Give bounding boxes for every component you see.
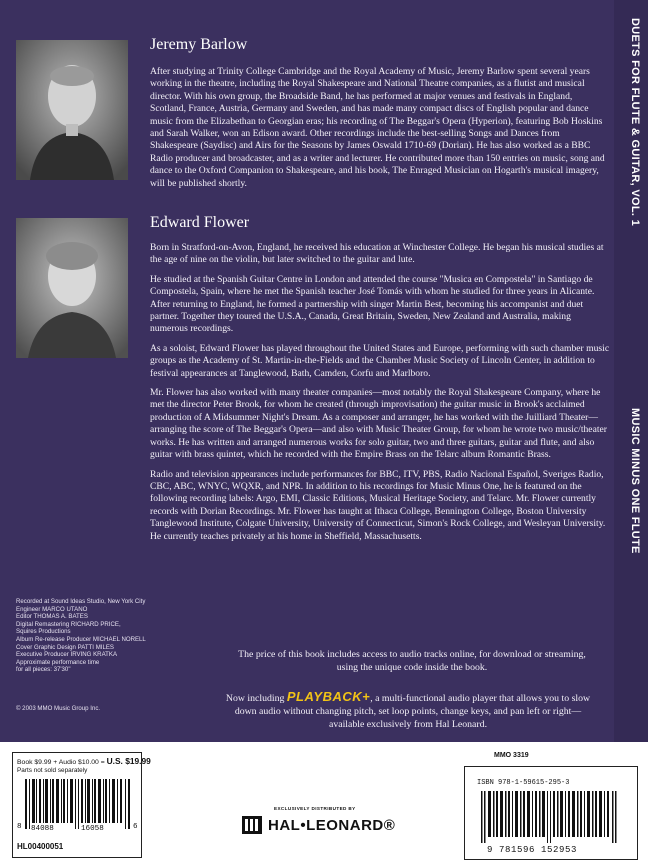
upc-digit-1: 8 <box>17 823 22 831</box>
credit-line: Squires Productions <box>16 628 71 636</box>
artist2-bio <box>150 242 610 550</box>
edward-flower-photo <box>16 218 128 358</box>
playback-prefix: Now including <box>225 693 285 704</box>
artist1-bio <box>150 66 606 197</box>
price-total: U.S. $19.99 <box>106 756 151 766</box>
credit-line: Recorded at Sound Ideas Studio, New York City <box>16 598 146 605</box>
credit-line: Cover Graphic Design PATTI MILES <box>16 643 114 651</box>
artist2-bio-paragraph-5: Radio and television appearances include performances for BBC, ITV, PBS, Radio Nacional Español, Sveriges Radio, CBC, ABC, WNYC, WQXR, and NPR. In addition to his recordings for Music Minus One, he is featured on the following recording labels: Argo, EMI, Classic Editions, Musical Heritage Society, and Telarc. Mr. Flower currently records with Dorian Recordings. Mr. Flower has taught at Ithaca College, Bennington College, Boston University Tanglewood Institute, Colgate University, University of Connecticut, Simon's Rock College, and Wesleyan University. He currently teaches privately at his home in Sheffield, Massachusetts. <box>150 468 606 542</box>
credit-line: for all pieces: 37'30" <box>16 666 71 674</box>
artist2-bio-paragraph-3: As a soloist, Edward Flower has played throughout the United States and Europe, performing with such chamber music groups as the Academy of St. Martin-in-the-Fields and the Chamber Music Society of Lincoln Center, in addition to festival appearances at Tanglewood, Bath, Camden, Corfu and Marlboro. <box>150 342 610 379</box>
credit-line: Engineer MARCO UTANO <box>16 605 88 613</box>
playback-suffix: , a multi-functional audio player that allows you to slow down audio without changing pitch, set loop points, change keys, and pan left or right—available exclusively from Hal Leonard. <box>234 693 591 730</box>
publisher-name: HAL•LEONARD® <box>268 817 396 834</box>
spine-bottom-title: MUSIC MINUS ONE FLUTE <box>629 408 641 554</box>
production-credits <box>16 598 216 674</box>
playback-note <box>218 690 598 731</box>
upc-digit-group-1: 84088 <box>31 825 54 833</box>
credit-line: Digital Remastering RICHARD PRICE, <box>16 620 121 628</box>
distributor-label: EXCLUSIVELY DISTRIBUTED BY <box>274 806 356 811</box>
credit-line: Executive Producer IRVING KRATKA <box>16 651 118 659</box>
copyright: © 2003 MMO Music Group Inc. <box>16 705 101 712</box>
hal-leonard-mark-icon <box>242 816 262 834</box>
credit-line: Approximate performance time <box>16 658 100 666</box>
isbn-digits: 9 781596 152953 <box>487 845 578 855</box>
upc-barcode-icon <box>25 779 133 829</box>
upc-barcode-box <box>12 752 151 858</box>
price-line <box>17 756 151 766</box>
credit-line: Album Re-release Producer MICHAEL NORELL <box>16 635 146 643</box>
isbn-barcode-icon <box>481 791 623 843</box>
upc-digit-check: 6 <box>133 823 138 831</box>
artist2-bio-paragraph-4: Mr. Flower has also worked with many theater companies—most notably the Royal Shakespeare Company, where he met the director Peter Brook, for whom he created (through improvisation) the guitar music in Brook's acclaimed production of A Midsummer Night's Dream. As a composer and arranger, he has worked with the Juilliard Theater—arranging the score of The Beggar's Opera—and also with Music Theater Group, for whom he wrote two music/theater works. He has written and arranged numerous works for solo guitar, two and three guitars, guitar and flute, and also guitar with brass quintet, which he recorded with the Empire Brass on the Telarc album Romantic Brass. <box>150 387 607 461</box>
spine-top-title: DUETS FOR FLUTE & GUITAR, VOL. 1 <box>629 18 641 227</box>
hl-number: HL00400051 <box>17 842 64 851</box>
hal-leonard-logo <box>242 816 412 838</box>
price-prefix: Book $9.99 + Audio $10.00 = <box>17 759 107 766</box>
credit-line: Editor THOMAS A. BATES <box>16 613 88 621</box>
artist2-bio-paragraph-1: Born in Stratford-on-Avon, England, he received his education at Winchester College. He began his musical studies at the age of nine on the violin, but later switched to the guitar and lute. <box>150 242 604 266</box>
artist1-bio-paragraph: After studying at Trinity College Cambridge and the Royal Academy of Music, Jeremy Barlow spent several years working in the theatre, including the Royal Shakespeare and National Theatre companies, as a flutist and musical director. With his own group, the Broadside Band, he has performed at major venues and festivals in England, Scotland, France, Austria, Germany and Sweden, and has made many compact discs of English popular and dance music from the Elizabethan to Georgian eras; his recording of The Beggar's Opera (Hyperion), featuring Bob Hoskins and Sarah Walker, won an Edison award. Other recordings include the best-selling Songs and Dances from Shakespeare (Saydisc) and Airs for the Seasons by James Oswald 1710-69 (Dorian). He has also worked as a BBC Radio producer and broadcaster, and as a writer and lecturer. He contributed more than 150 entries on music, song and dance to the Oxford Companion to Shakespeare, and his book, The Enraged Musician on Hogarth's musical imagery, will be published shortly. <box>150 66 605 189</box>
jeremy-barlow-photo <box>16 40 128 180</box>
price-note: The price of this book includes access to audio tracks online, for download or streaming, using the unique code inside the book. <box>238 649 586 673</box>
upc-digit-group-2: 16058 <box>81 825 104 833</box>
isbn-barcode-box <box>464 766 638 860</box>
isbn-label: ISBN 978-1-59615-295-3 <box>477 779 570 787</box>
spine-strip <box>614 0 648 742</box>
artist2-bio-paragraph-2: He studied at the Spanish Guitar Centre in London and attended the course "Musica en Compostela" in Santiago de Compostela, Spain, where he met the Spanish teacher José Tomás with whom he studied for three years in Alicante. After returning to England, he formed a partnership with singer Martin Best, becoming his accompanist and duet partner. Together they toured the U.S.A., Canada, Great Britain, Sweden, New Zealand and Australia, making numerous recordings. <box>150 273 595 335</box>
artist1-name: Jeremy Barlow <box>150 36 248 53</box>
catalog-number: MMO 3319 <box>494 752 529 759</box>
artist2-name: Edward Flower <box>150 214 250 231</box>
playback-logo: PLAYBACK+ <box>286 689 371 704</box>
not-sold-separately: Parts not sold separately <box>17 767 88 774</box>
